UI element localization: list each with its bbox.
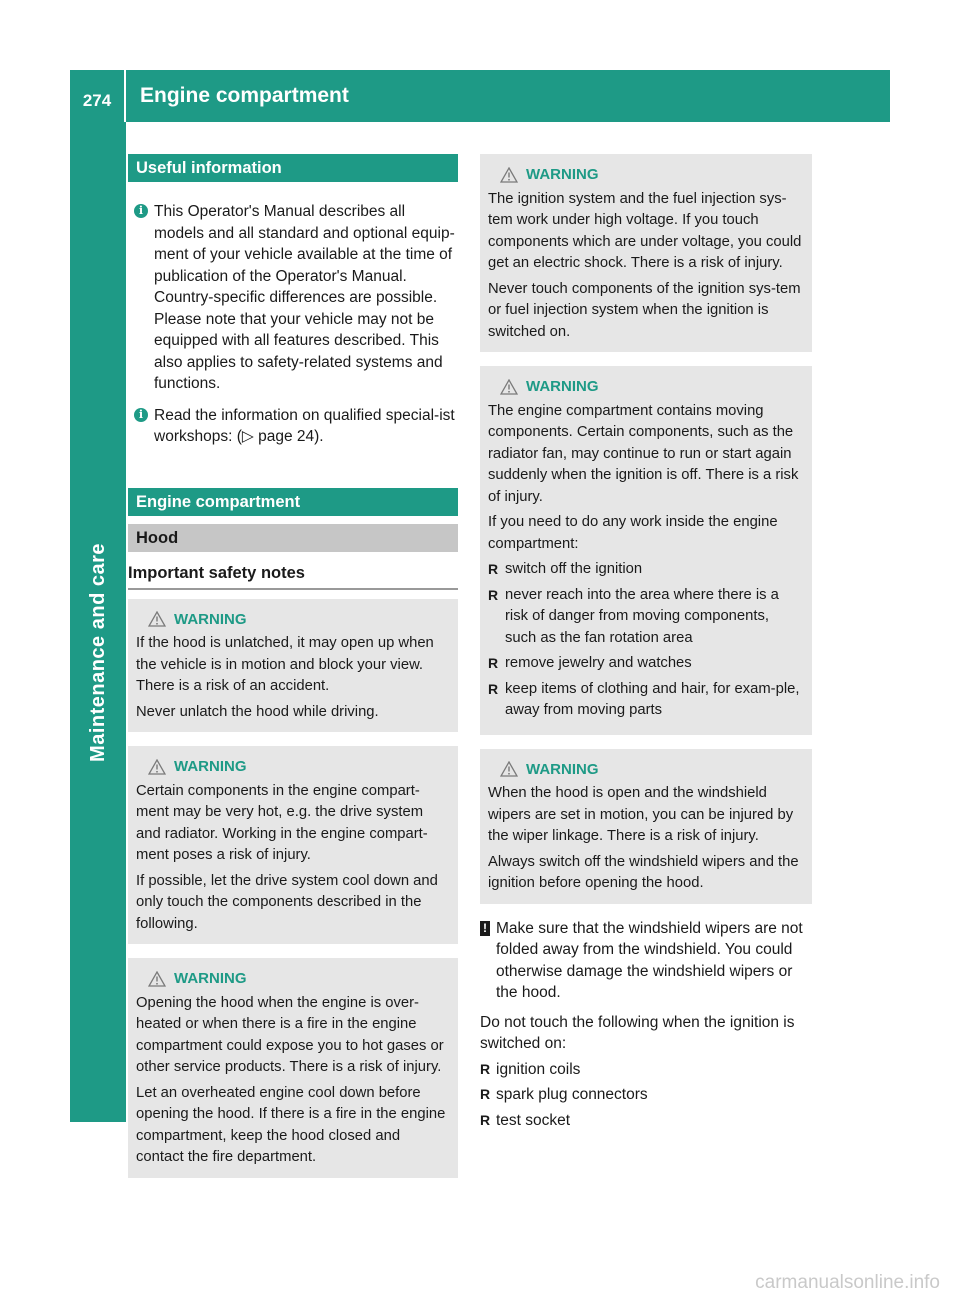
warning-text: If you need to do any work inside the engine compartment:: [488, 514, 778, 552]
section-title: Engine compartment: [128, 488, 458, 516]
list-item: [480, 1084, 812, 1106]
warning-triangle-icon: [500, 167, 518, 183]
warning-text: If the hood is unlatched, it may open up when the vehicle is in motion and block your view. There is a risk of an accident.: [136, 635, 434, 694]
warning-text: Never unlatch the hood while driving.: [136, 703, 379, 720]
list-item-text: spark plug connectors: [496, 1086, 648, 1103]
warning-triangle-icon: [148, 611, 166, 627]
info-text: This Operator's Manual describes all models and all standard and optional equip-ment of your vehicle available at the time of publication of the Operator's Manual. Country-specific differences are possible. Please note that your vehicle may not be equipped with all features described. This also applies to safety-related systems and functions.: [154, 203, 455, 392]
page-number: 274: [70, 70, 126, 122]
list-item-text: switch off the ignition: [505, 561, 643, 577]
warning-text: The engine compartment contains moving components. Certain components, such as the radiator fan, may continue to run or start again suddenly when the ignition is off. There is a risk of injury.: [488, 402, 799, 505]
list-item-text: keep items of clothing and hair, for exam-ple, away from moving parts: [505, 680, 800, 718]
info-icon: i: [134, 408, 148, 422]
list-item-text: remove jewelry and watches: [505, 655, 692, 671]
notice-item: [480, 918, 812, 1004]
list-item: [488, 653, 804, 675]
subsection-title: Hood: [128, 524, 458, 552]
warning-label: WARNING: [174, 970, 247, 987]
side-tab-label-wrap: [70, 122, 126, 762]
warning-label: WARNING: [526, 166, 599, 183]
warning-title: [488, 376, 804, 398]
warning-triangle-icon: [500, 761, 518, 777]
list-item: [488, 679, 804, 722]
warning-triangle-icon: [148, 971, 166, 987]
useful-info-title: Useful information: [128, 154, 458, 182]
warning-text: Let an overheated engine cool down before opening the hood. If there is a fire in the engine compartment, keep the hood closed and contact the fire department.: [136, 1084, 446, 1165]
warning-text: Always switch off the windshield wipers and the ignition before opening the hood.: [488, 853, 799, 891]
warning-triangle-icon: [148, 759, 166, 775]
warning-label: WARNING: [526, 378, 599, 395]
bullet-mark: R: [488, 680, 499, 697]
warning-title: [136, 968, 450, 990]
body-text: Do not touch the following when the ignition is switched on:: [480, 1013, 795, 1052]
list-item-text: ignition coils: [496, 1060, 581, 1078]
warning-title: [488, 759, 804, 781]
exclamation-icon: !: [480, 921, 490, 936]
warning-title: [136, 756, 450, 778]
warning-triangle-icon: [500, 379, 518, 395]
warning-text: When the hood is open and the windshield wipers are set in motion, you can be injured by the wiper linkage. There is a risk of injury.: [488, 785, 794, 844]
info-item: [128, 201, 458, 395]
list-item: [488, 585, 804, 650]
bullet-mark: R: [480, 1086, 491, 1102]
bullet-mark: R: [488, 561, 499, 577]
bullet-mark: R: [488, 586, 499, 603]
list-item-text: test socket: [496, 1111, 571, 1129]
notice-text: Make sure that the windshield wipers are not folded away from the windshield. You could otherwise damage the windshield wipers or the hood.: [496, 919, 803, 1001]
list-item: [488, 559, 804, 581]
warning-label: WARNING: [174, 610, 247, 628]
warning-title: [136, 609, 450, 631]
page-title: Engine compartment: [140, 84, 349, 107]
side-tab-label: Maintenance and care: [86, 543, 109, 762]
warning-box: [128, 599, 458, 733]
page-header: [70, 70, 890, 122]
warning-text: Opening the hood when the engine is over-heated or when there is a fire in the engine compartment could expose you to hot gases or other service products. There is a risk of injury.: [136, 994, 444, 1075]
list-item: [480, 1110, 812, 1132]
left-column: [128, 154, 458, 1178]
warning-text: Never touch components of the ignition sys-tem or fuel injection system when the ignition is switched on.: [488, 280, 801, 340]
safety-heading: Important safety notes: [128, 564, 458, 590]
bullet-mark: R: [488, 655, 499, 671]
bullet-mark: R: [480, 1111, 491, 1128]
warning-box: [128, 958, 458, 1178]
warning-box: [480, 154, 812, 352]
warning-box: [128, 746, 458, 944]
warning-label: WARNING: [174, 758, 247, 775]
list-item: [480, 1059, 812, 1081]
warning-title: [488, 164, 804, 186]
right-column: [480, 154, 812, 1131]
info-icon: i: [134, 204, 148, 218]
info-item: [128, 405, 458, 448]
warning-label: WARNING: [526, 760, 599, 778]
warning-box: [480, 366, 812, 735]
warning-box: [480, 749, 812, 904]
warning-text: Certain components in the engine compart-ment may be very hot, e.g. the drive system and radiator. Working in the engine compart-ment poses a risk of injury.: [136, 782, 428, 863]
list-item-text: never reach into the area where there is a risk of danger from moving components, such as the fan rotation area: [505, 586, 779, 646]
warning-text: The ignition system and the fuel injection sys-tem work under high voltage. If you touch components which are under voltage, you could get an electric shock. There is a risk of injury.: [488, 190, 802, 271]
watermark: carmanualsonline.info: [755, 1272, 940, 1293]
bullet-mark: R: [480, 1060, 491, 1077]
warning-text: If possible, let the drive system cool down and only touch the components described in the following.: [136, 872, 438, 932]
info-text[interactable]: Read the information on qualified special-ist workshops: (▷ page 24).: [154, 406, 455, 445]
